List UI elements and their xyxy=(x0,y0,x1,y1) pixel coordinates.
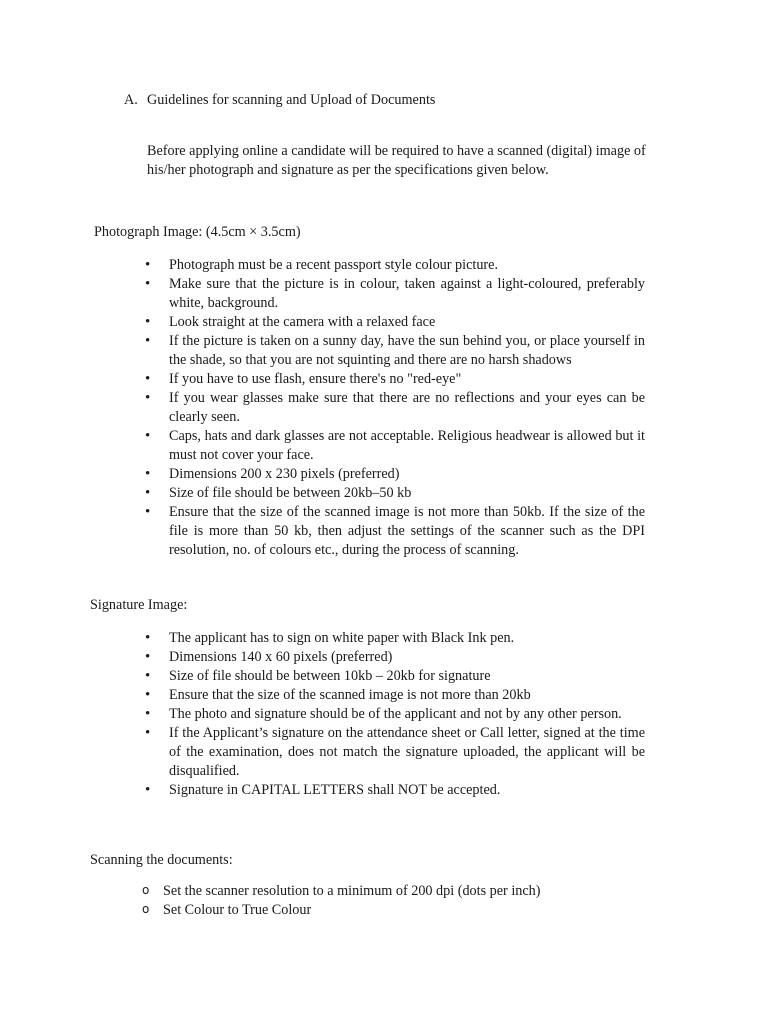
list-item: • Signature in CAPITAL LETTERS shall NOT be accepted. xyxy=(169,781,645,800)
list-item: • Dimensions 140 x 60 pixels (preferred) xyxy=(169,648,645,667)
section-marker: A. xyxy=(124,92,138,108)
list-item: o Set Colour to True Colour xyxy=(163,901,663,920)
list-item: • If you have to use flash, ensure there's no "red-eye" xyxy=(169,370,645,389)
list-item: • Ensure that the size of the scanned image is not more than 50kb. If the size of the file is more than 50 kb, then adjust the settings of the scanner such as the DPI resolution, no. of colours etc., during the process of scanning. xyxy=(169,503,645,560)
section-heading xyxy=(124,91,435,110)
list-item: • The applicant has to sign on white paper with Black Ink pen. xyxy=(169,629,645,648)
list-item: • Dimensions 200 x 230 pixels (preferred) xyxy=(169,465,645,484)
scanning-list xyxy=(163,882,663,920)
list-item: • Size of file should be between 10kb – 20kb for signature xyxy=(169,667,645,686)
list-item: • Ensure that the size of the scanned image is not more than 20kb xyxy=(169,686,645,705)
list-item: • Caps, hats and dark glasses are not acceptable. Religious headwear is allowed but it must not cover your face. xyxy=(169,427,645,465)
list-item: o Set the scanner resolution to a minimum of 200 dpi (dots per inch) xyxy=(163,882,663,901)
list-item: • If the picture is taken on a sunny day, have the sun behind you, or place yourself in the shade, so that you are not squinting and there are no harsh shadows xyxy=(169,332,645,370)
photograph-title: Photograph Image: (4.5cm × 3.5cm) xyxy=(94,224,301,240)
section-title: Guidelines for scanning and Upload of Documents xyxy=(147,92,436,108)
scanning-title: Scanning the documents: xyxy=(90,852,233,868)
list-item: • The photo and signature should be of the applicant and not by any other person. xyxy=(169,705,645,724)
list-item: • If the Applicant’s signature on the attendance sheet or Call letter, signed at the time of the examination, does not match the signature uploaded, the applicant will be disqualified. xyxy=(169,724,645,781)
photograph-list xyxy=(169,256,645,560)
intro-paragraph: Before applying online a candidate will be required to have a scanned (digital) image of his/her photograph and signature as per the specifications given below. xyxy=(147,143,646,178)
list-item: • Make sure that the picture is in colour, taken against a light-coloured, preferably white, background. xyxy=(169,275,645,313)
signature-title: Signature Image: xyxy=(90,597,188,613)
list-item: • Look straight at the camera with a relaxed face xyxy=(169,313,645,332)
list-item: • If you wear glasses make sure that there are no reflections and your eyes can be clearly seen. xyxy=(169,389,645,427)
list-item: • Photograph must be a recent passport style colour picture. xyxy=(169,256,645,275)
signature-list xyxy=(169,629,645,800)
list-item: • Size of file should be between 20kb–50 kb xyxy=(169,484,645,503)
